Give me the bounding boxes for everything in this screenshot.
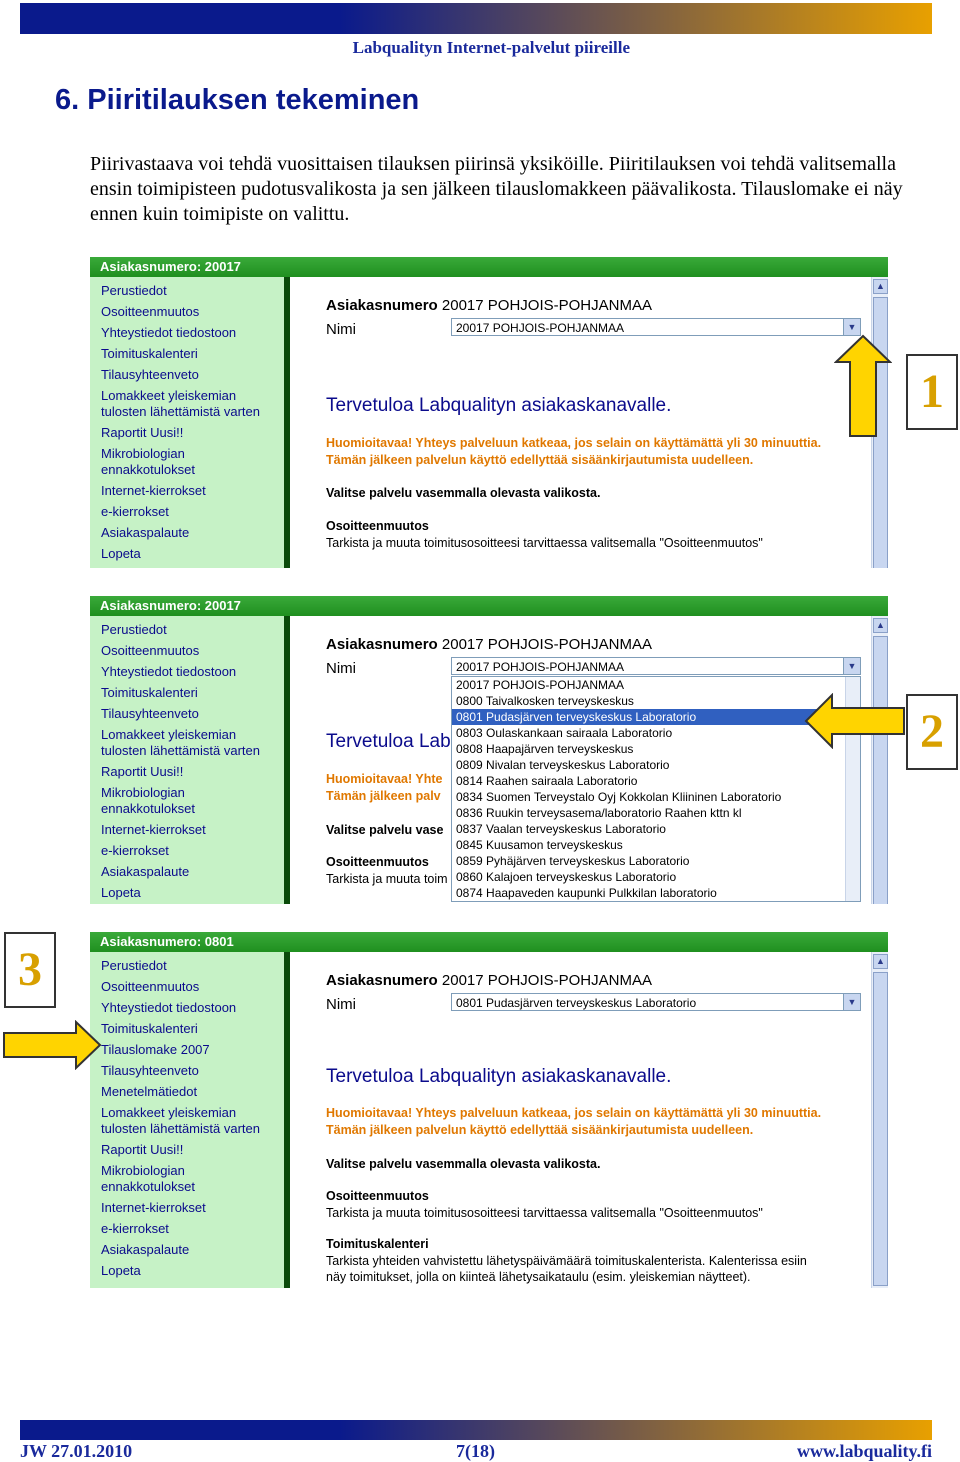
dropdown-option[interactable]: 0803 Oulaskankaan sairaala Laboratorio [456,726,673,740]
site-select[interactable] [451,657,861,675]
dropdown-option[interactable]: 0860 Kalajoen terveyskeskus Laboratorio [456,870,677,884]
sidebar-item[interactable]: Tilausyhteenveto [101,1063,199,1078]
dropdown-option[interactable]: 0859 Pyhäjärven terveyskeskus Laboratorio [456,854,690,868]
section-text-2a: Tarkista yhteiden vahvistettu lähetyspäivämäärä toimituskalenterista. Kalenterissa esiin [326,1254,807,1268]
section-text: Tarkista ja muuta toimitusosoitteesi tarvittaessa valitsemalla "Osoitteenmuutos" [326,536,763,550]
sidebar-item[interactable]: Perustiedot [101,283,167,298]
sidebar-menu [90,952,290,1288]
customer-number-label: Asiakasnumero [326,297,438,314]
screenshot-1 [90,257,888,568]
sidebar-item[interactable]: Yhteystiedot tiedostoon [101,325,237,340]
sidebar-item[interactable]: Tilausyhteenveto [101,367,199,382]
dropdown-option[interactable]: 0801 Pudasjärven terveyskeskus Laboratorio [452,709,860,725]
sidebar-item[interactable]: Osoitteenmuutos [101,979,200,994]
section-title: Osoitteenmuutos [326,1189,429,1203]
site-select-value: 0801 Pudasjärven terveyskeskus Laboratorio [456,996,697,1010]
sidebar-item[interactable]: Lopeta [101,885,141,900]
sidebar-item[interactable]: Internet-kierrokset [101,822,206,837]
chevron-down-icon[interactable]: ▼ [843,658,860,674]
choose-service-text: Valitse palvelu vasemmalla olevasta valikosta. [326,1157,601,1171]
callout-1: 1 [906,354,958,430]
sidebar-item[interactable]: Tilausyhteenveto [101,706,199,721]
sidebar-item[interactable]: Asiakaspalaute [101,525,190,540]
main-content [296,616,870,904]
section-text: Tarkista ja muuta toim [326,872,448,886]
sidebar-item[interactable]: Asiakaspalaute [101,864,190,879]
sidebar-item[interactable]: Lopeta [101,546,141,561]
customer-number-label: Asiakasnumero [326,972,438,989]
sidebar-item[interactable]: Tilauslomake 2007 [101,1042,210,1057]
screenshot-2 [90,596,888,904]
choose-service-text: Valitse palvelu vase [326,823,444,837]
sidebar-item[interactable]: Raportit Uusi!! [101,1142,184,1157]
page-number: 7(18) [456,1441,495,1461]
warning-line-1: Huomioitavaa! Yhteys palveluun katkeaa, jos selain on käyttämättä yli 30 minuuttia. [326,436,822,450]
sidebar-item[interactable]: e-kierrokset [101,1221,169,1236]
sidebar-menu [90,616,290,904]
footer-left: JW 27.01.2010 [20,1441,133,1461]
site-select[interactable] [451,318,861,336]
section-title-2: Toimituskalenteri [326,1237,429,1251]
customer-number-label: Asiakasnumero [326,636,438,653]
welcome-heading: Tervetuloa Lab [326,731,451,752]
dropdown-option[interactable]: 0837 Vaalan terveyskeskus Laboratorio [456,822,666,836]
main-content [296,952,870,1288]
scrollbar[interactable] [871,616,888,904]
sidebar-item[interactable]: Lomakkeet yleiskemian tulosten lähettämistä varten [101,727,260,758]
customer-number-header: Asiakasnumero: 20017 [90,257,888,277]
dropdown-option[interactable]: 0874 Haapaveden kaupunki Pulkkilan laboratorio [456,886,717,900]
site-select[interactable] [451,993,861,1011]
sidebar-item[interactable]: Lomakkeet yleiskemian tulosten lähettämistä varten [101,388,260,419]
customer-number-value: 20017 POHJOIS-POHJANMAA [441,297,652,314]
site-dropdown-list[interactable] [451,676,861,902]
customer-number-header: Asiakasnumero: 0801 [90,932,888,952]
sidebar-item[interactable]: Perustiedot [101,622,167,637]
section-title: Osoitteenmuutos [326,519,429,533]
warning-line-2: Tämän jälkeen palv [326,789,441,803]
chevron-down-icon[interactable]: ▼ [843,319,860,335]
scroll-up-icon[interactable]: ▲ [873,279,888,294]
name-label: Nimi [326,321,356,338]
scroll-thumb[interactable] [873,972,888,1286]
name-label: Nimi [326,996,356,1013]
sidebar-item[interactable]: Raportit Uusi!! [101,425,184,440]
arrow-right-icon [2,1020,102,1070]
choose-service-text: Valitse palvelu vasemmalla olevasta valikosta. [326,486,601,500]
header-bar [20,3,932,34]
warning-line-1: Huomioitavaa! Yhteys palveluun katkeaa, jos selain on käyttämättä yli 30 minuuttia. [326,1106,822,1120]
scroll-up-icon[interactable]: ▲ [873,954,888,969]
main-content [296,277,870,568]
sidebar-item[interactable]: Menetelmätiedot [101,1084,198,1099]
dropdown-option[interactable]: 0834 Suomen Terveystalo Oyj Kokkolan Kliininen Laboratorio [456,790,782,804]
footer-bar [20,1420,932,1440]
sidebar-item[interactable]: Perustiedot [101,958,167,973]
welcome-heading: Tervetuloa Labqualityn asiakaskanavalle. [326,395,672,416]
sidebar-item[interactable]: Internet-kierrokset [101,483,206,498]
sidebar-menu [90,277,290,568]
section-title: Osoitteenmuutos [326,855,429,869]
sidebar-item[interactable]: Yhteystiedot tiedostoon [101,664,237,679]
screenshot-3 [90,932,888,1288]
dropdown-option[interactable]: 0808 Haapajärven terveyskeskus [456,742,634,756]
sidebar-item[interactable]: Mikrobiologian ennakkotulokset [101,1163,195,1194]
callout-2: 2 [906,694,958,770]
customer-number [326,636,652,653]
scrollbar[interactable] [871,952,888,1288]
section-text: Tarkista ja muuta toimitusosoitteesi tarvittaessa valitsemalla "Osoitteenmuutos" [326,1206,763,1220]
warning-line-2: Tämän jälkeen palvelun käyttö edellyttää sisäänkirjautumista uudelleen. [326,1123,754,1137]
dropdown-option[interactable]: 20017 POHJOIS-POHJANMAA [456,678,625,692]
customer-number-value: 20017 POHJOIS-POHJANMAA [441,972,652,989]
customer-number [326,972,652,989]
customer-number-header: Asiakasnumero: 20017 [90,596,888,616]
customer-number [326,297,652,314]
dropdown-option[interactable]: 0809 Nivalan terveyskeskus Laboratorio [456,758,670,772]
name-label: Nimi [326,660,356,677]
sidebar-item[interactable]: Mikrobiologian ennakkotulokset [101,785,195,816]
sidebar-item[interactable]: Asiakaspalaute [101,1242,190,1257]
warning-line-1: Huomioitavaa! Yhte [326,772,443,786]
warning-line-2: Tämän jälkeen palvelun käyttö edellyttää sisäänkirjautumista uudelleen. [326,453,754,467]
scroll-up-icon[interactable]: ▲ [873,618,888,633]
callout-3: 3 [4,932,56,1008]
intro-paragraph: Piirivastaava voi tehdä vuosittaisen tilauksen piirinsä yksiköille. Piiritilauksen voi tehdä valitsemalla ensin toimipisteen pudotusvalikosta ja sen jälkeen tilauslomakkeen päävalikosta. Tilauslomake ei näy ennen kuin toimipiste on valittu. [90,153,903,225]
arrow-up-icon [834,334,892,438]
sidebar-item[interactable]: Raportit Uusi!! [101,764,184,779]
sidebar-item[interactable]: Osoitteenmuutos [101,304,200,319]
arrow-left-icon [804,693,906,749]
welcome-heading: Tervetuloa Labqualityn asiakaskanavalle. [326,1066,672,1087]
sidebar-item[interactable]: e-kierrokset [101,504,169,519]
sidebar-item[interactable]: e-kierrokset [101,843,169,858]
scroll-thumb[interactable] [873,636,888,904]
chevron-down-icon[interactable]: ▼ [843,994,860,1010]
dropdown-option[interactable]: 0814 Raahen sairaala Laboratorio [456,774,638,788]
sidebar-item[interactable]: Toimituskalenteri [101,685,198,700]
site-select-value: 20017 POHJOIS-POHJANMAA [456,660,625,674]
sidebar-item[interactable]: Lopeta [101,1263,141,1278]
dropdown-option[interactable]: 0800 Taivalkosken terveyskeskus [456,694,634,708]
customer-number-value: 20017 POHJOIS-POHJANMAA [441,636,652,653]
section-text-2b: näy toimitukset, jolla on kiinteä lähetysaikataulu (esim. yleiskemian näytteet). [326,1270,751,1284]
sidebar-item[interactable]: Toimituskalenteri [101,1021,198,1036]
sidebar-item[interactable]: Osoitteenmuutos [101,643,200,658]
sidebar-item[interactable]: Lomakkeet yleiskemian tulosten lähettämistä varten [101,1105,260,1136]
document-header: Labqualityn Internet-palvelut piireille [352,38,630,57]
sidebar-item[interactable]: Internet-kierrokset [101,1200,206,1215]
dropdown-option[interactable]: 0845 Kuusamon terveyskeskus [456,838,623,852]
sidebar-item[interactable]: Toimituskalenteri [101,346,198,361]
sidebar-item[interactable]: Yhteystiedot tiedostoon [101,1000,237,1015]
footer-url[interactable]: www.labquality.fi [796,1441,932,1461]
page-title: 6. Piiritilauksen tekeminen [55,84,420,116]
sidebar-item[interactable]: Mikrobiologian ennakkotulokset [101,446,195,477]
dropdown-option[interactable]: 0836 Ruukin terveysasema/laboratorio Raahen kttn kl [456,806,742,820]
site-select-value: 20017 POHJOIS-POHJANMAA [456,321,625,335]
